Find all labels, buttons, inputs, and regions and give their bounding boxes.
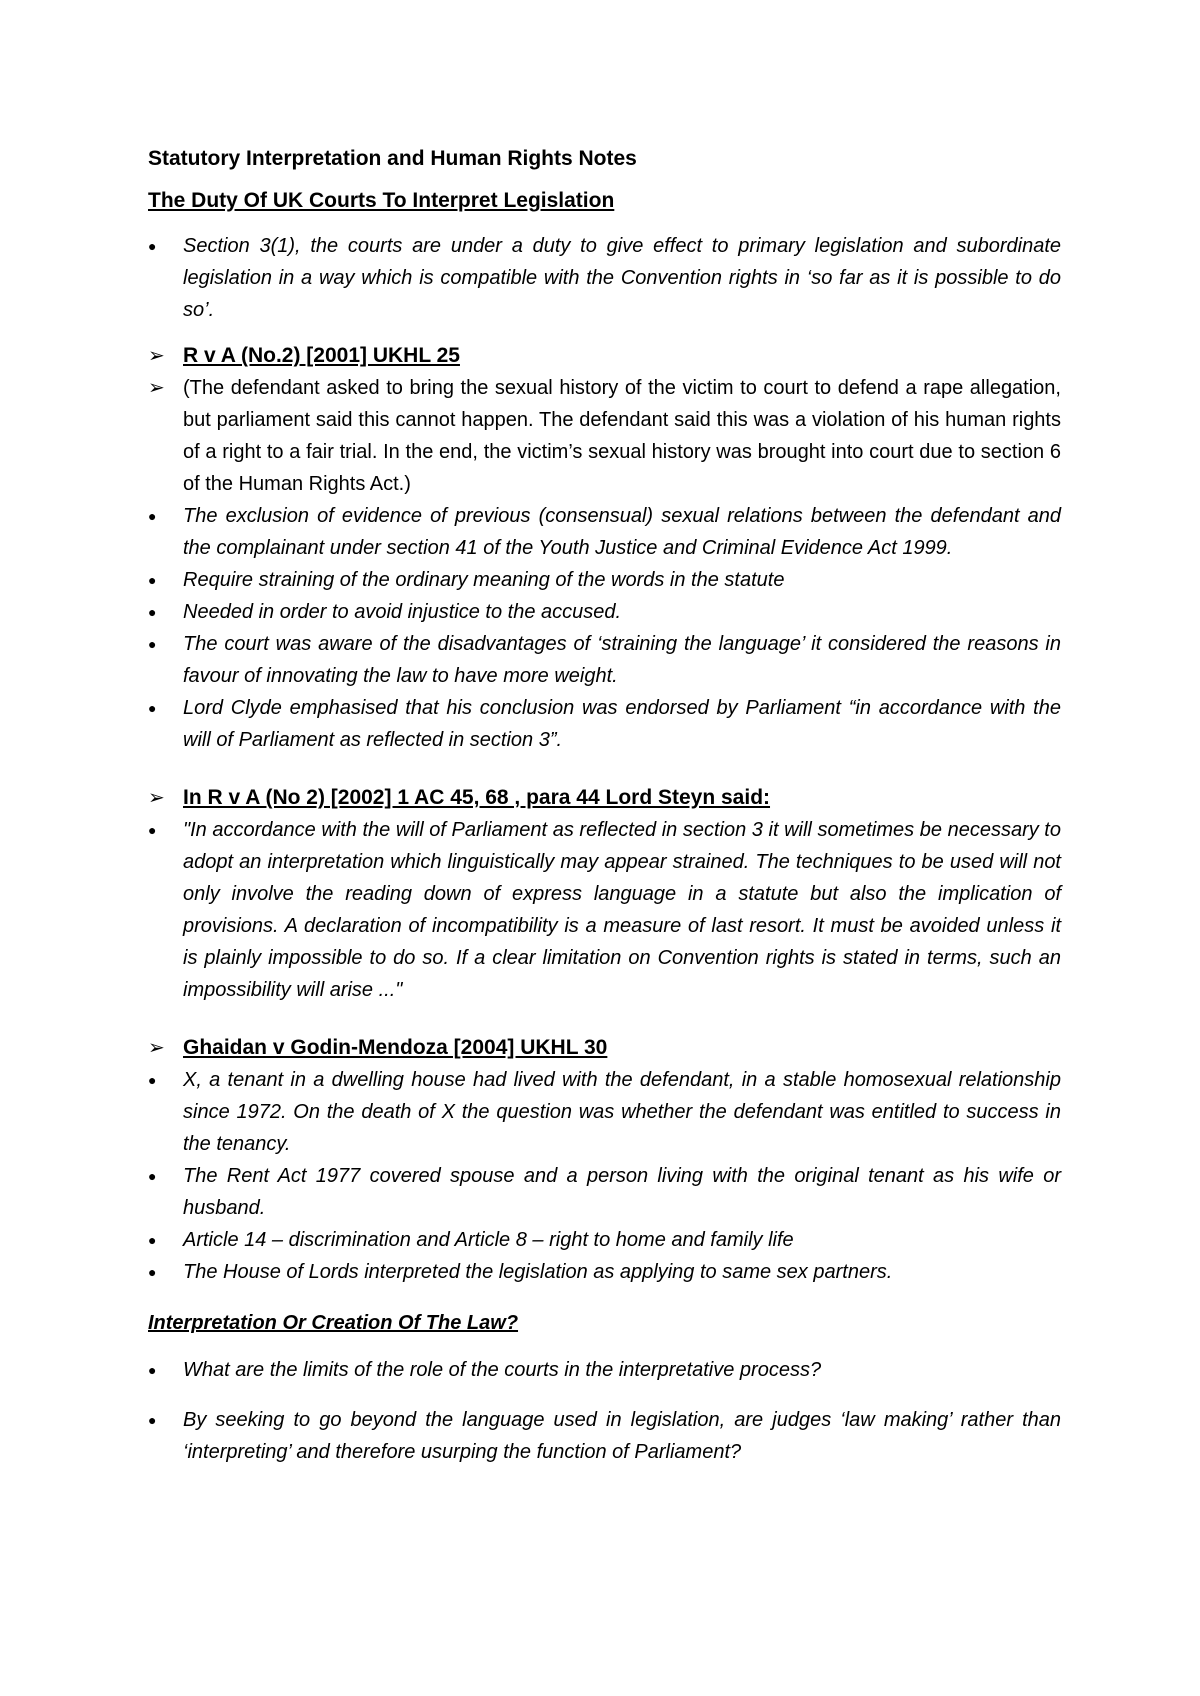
section-heading-duty: The Duty Of UK Courts To Interpret Legislation bbox=[148, 189, 615, 212]
bullet-item bbox=[148, 1160, 1061, 1224]
question-text: What are the limits of the role of the courts in the interpretative process? bbox=[183, 1359, 822, 1381]
bullet-item bbox=[148, 500, 1061, 564]
case-name: Ghaidan v Godin-Mendoza [2004] UKHL 30 bbox=[183, 1036, 608, 1059]
case-heading-lord-steyn bbox=[148, 782, 1061, 814]
bullet-icon: ● bbox=[148, 508, 157, 524]
case-name: R v A (No.2) [2001] UKHL 25 bbox=[183, 344, 460, 367]
case-heading-ghaidan bbox=[148, 1032, 1061, 1064]
bullet-text: The House of Lords interpreted the legislation as applying to same sex partners. bbox=[183, 1261, 893, 1283]
arrow-icon: ➢ bbox=[148, 787, 165, 809]
question-item bbox=[148, 1404, 1061, 1468]
bullet-icon: ● bbox=[148, 572, 157, 588]
case-summary bbox=[148, 372, 1061, 500]
document-page bbox=[148, 144, 1061, 1468]
bullet-item bbox=[148, 692, 1061, 756]
quote-text: "In accordance with the will of Parliament as reflected in section 3 it will sometimes be necessary to adopt an interpretation which linguistically may appear strained. The techniques to be used will not only involve the reading down of express language in a statute but also the implication of provisions. A declaration of incompatibility is a measure of last resort. It must be avoided unless it is plainly impossible to do so. If a clear limitation on Convention rights is stated in terms, such an impossibility will arise ..." bbox=[183, 819, 1061, 1001]
bullet-icon: ● bbox=[148, 1412, 157, 1428]
bullet-text: Lord Clyde emphasised that his conclusion was endorsed by Parliament “in accordance with the will of Parliament as reflected in section 3”. bbox=[183, 697, 1061, 751]
bullet-text: Require straining of the ordinary meaning of the words in the statute bbox=[183, 569, 785, 591]
bullet-icon: ● bbox=[148, 822, 157, 838]
bullet-icon: ● bbox=[148, 1264, 157, 1280]
question-text: By seeking to go beyond the language used in legislation, are judges ‘law making’ rather than ‘interpreting’ and therefore usurping the function of Parliament? bbox=[183, 1409, 1061, 1463]
bullet-icon: ● bbox=[148, 700, 157, 716]
bullet-item bbox=[148, 596, 1061, 628]
bullet-text: X, a tenant in a dwelling house had lived with the defendant, in a stable homosexual relationship since 1972. On the death of X the question was whether the defendant was entitled to success in the tenancy. bbox=[183, 1069, 1061, 1155]
arrow-icon: ➢ bbox=[148, 1037, 165, 1059]
bullet-icon: ● bbox=[148, 604, 157, 620]
bullet-icon: ● bbox=[148, 238, 157, 254]
question-item bbox=[148, 1354, 1061, 1386]
bullet-icon: ● bbox=[148, 1232, 157, 1248]
arrow-icon: ➢ bbox=[148, 345, 165, 367]
bullet-icon: ● bbox=[148, 1362, 157, 1378]
bullet-text: Article 14 – discrimination and Article 8 – right to home and family life bbox=[183, 1229, 794, 1251]
bullet-text: The court was aware of the disadvantages of ‘straining the language’ it considered the reasons in favour of innovating the law to have more weight. bbox=[183, 633, 1061, 687]
case-summary-text: (The defendant asked to bring the sexual history of the victim to court to defend a rape allegation, but parliament said this cannot happen. The defendant said this was a violation of his human rights of a right to a fair trial. In the end, the victim’s sexual history was brought into court due to section 6 of the Human Rights Act.) bbox=[183, 377, 1061, 495]
bullet-text: Needed in order to avoid injustice to the accused. bbox=[183, 601, 622, 623]
case-heading-r-v-a bbox=[148, 340, 1061, 372]
bullet-item bbox=[148, 1064, 1061, 1160]
case-name: In R v A (No 2) [2002] 1 AC 45, 68 , para 44 Lord Steyn said: bbox=[183, 786, 771, 809]
bullet-item bbox=[148, 1256, 1061, 1288]
document-title: Statutory Interpretation and Human Rights Notes bbox=[148, 147, 637, 170]
bullet-text: The exclusion of evidence of previous (consensual) sexual relations between the defendant and the complainant under section 41 of the Youth Justice and Criminal Evidence Act 1999. bbox=[183, 505, 1061, 559]
bullet-icon: ● bbox=[148, 1168, 157, 1184]
bullet-text: The Rent Act 1977 covered spouse and a person living with the original tenant as his wife or husband. bbox=[183, 1165, 1061, 1219]
bullet-item bbox=[148, 230, 1061, 326]
section-heading-interpretation: Interpretation Or Creation Of The Law? bbox=[148, 1312, 519, 1334]
bullet-text: Section 3(1), the courts are under a duty to give effect to primary legislation and subordinate legislation in a way which is compatible with the Convention rights in ‘so far as it is possible to do so’. bbox=[183, 235, 1061, 321]
bullet-item bbox=[148, 564, 1061, 596]
bullet-icon: ● bbox=[148, 636, 157, 652]
arrow-icon: ➢ bbox=[148, 377, 165, 399]
bullet-item bbox=[148, 1224, 1061, 1256]
bullet-item bbox=[148, 814, 1061, 1006]
bullet-icon: ● bbox=[148, 1072, 157, 1088]
bullet-item bbox=[148, 628, 1061, 692]
